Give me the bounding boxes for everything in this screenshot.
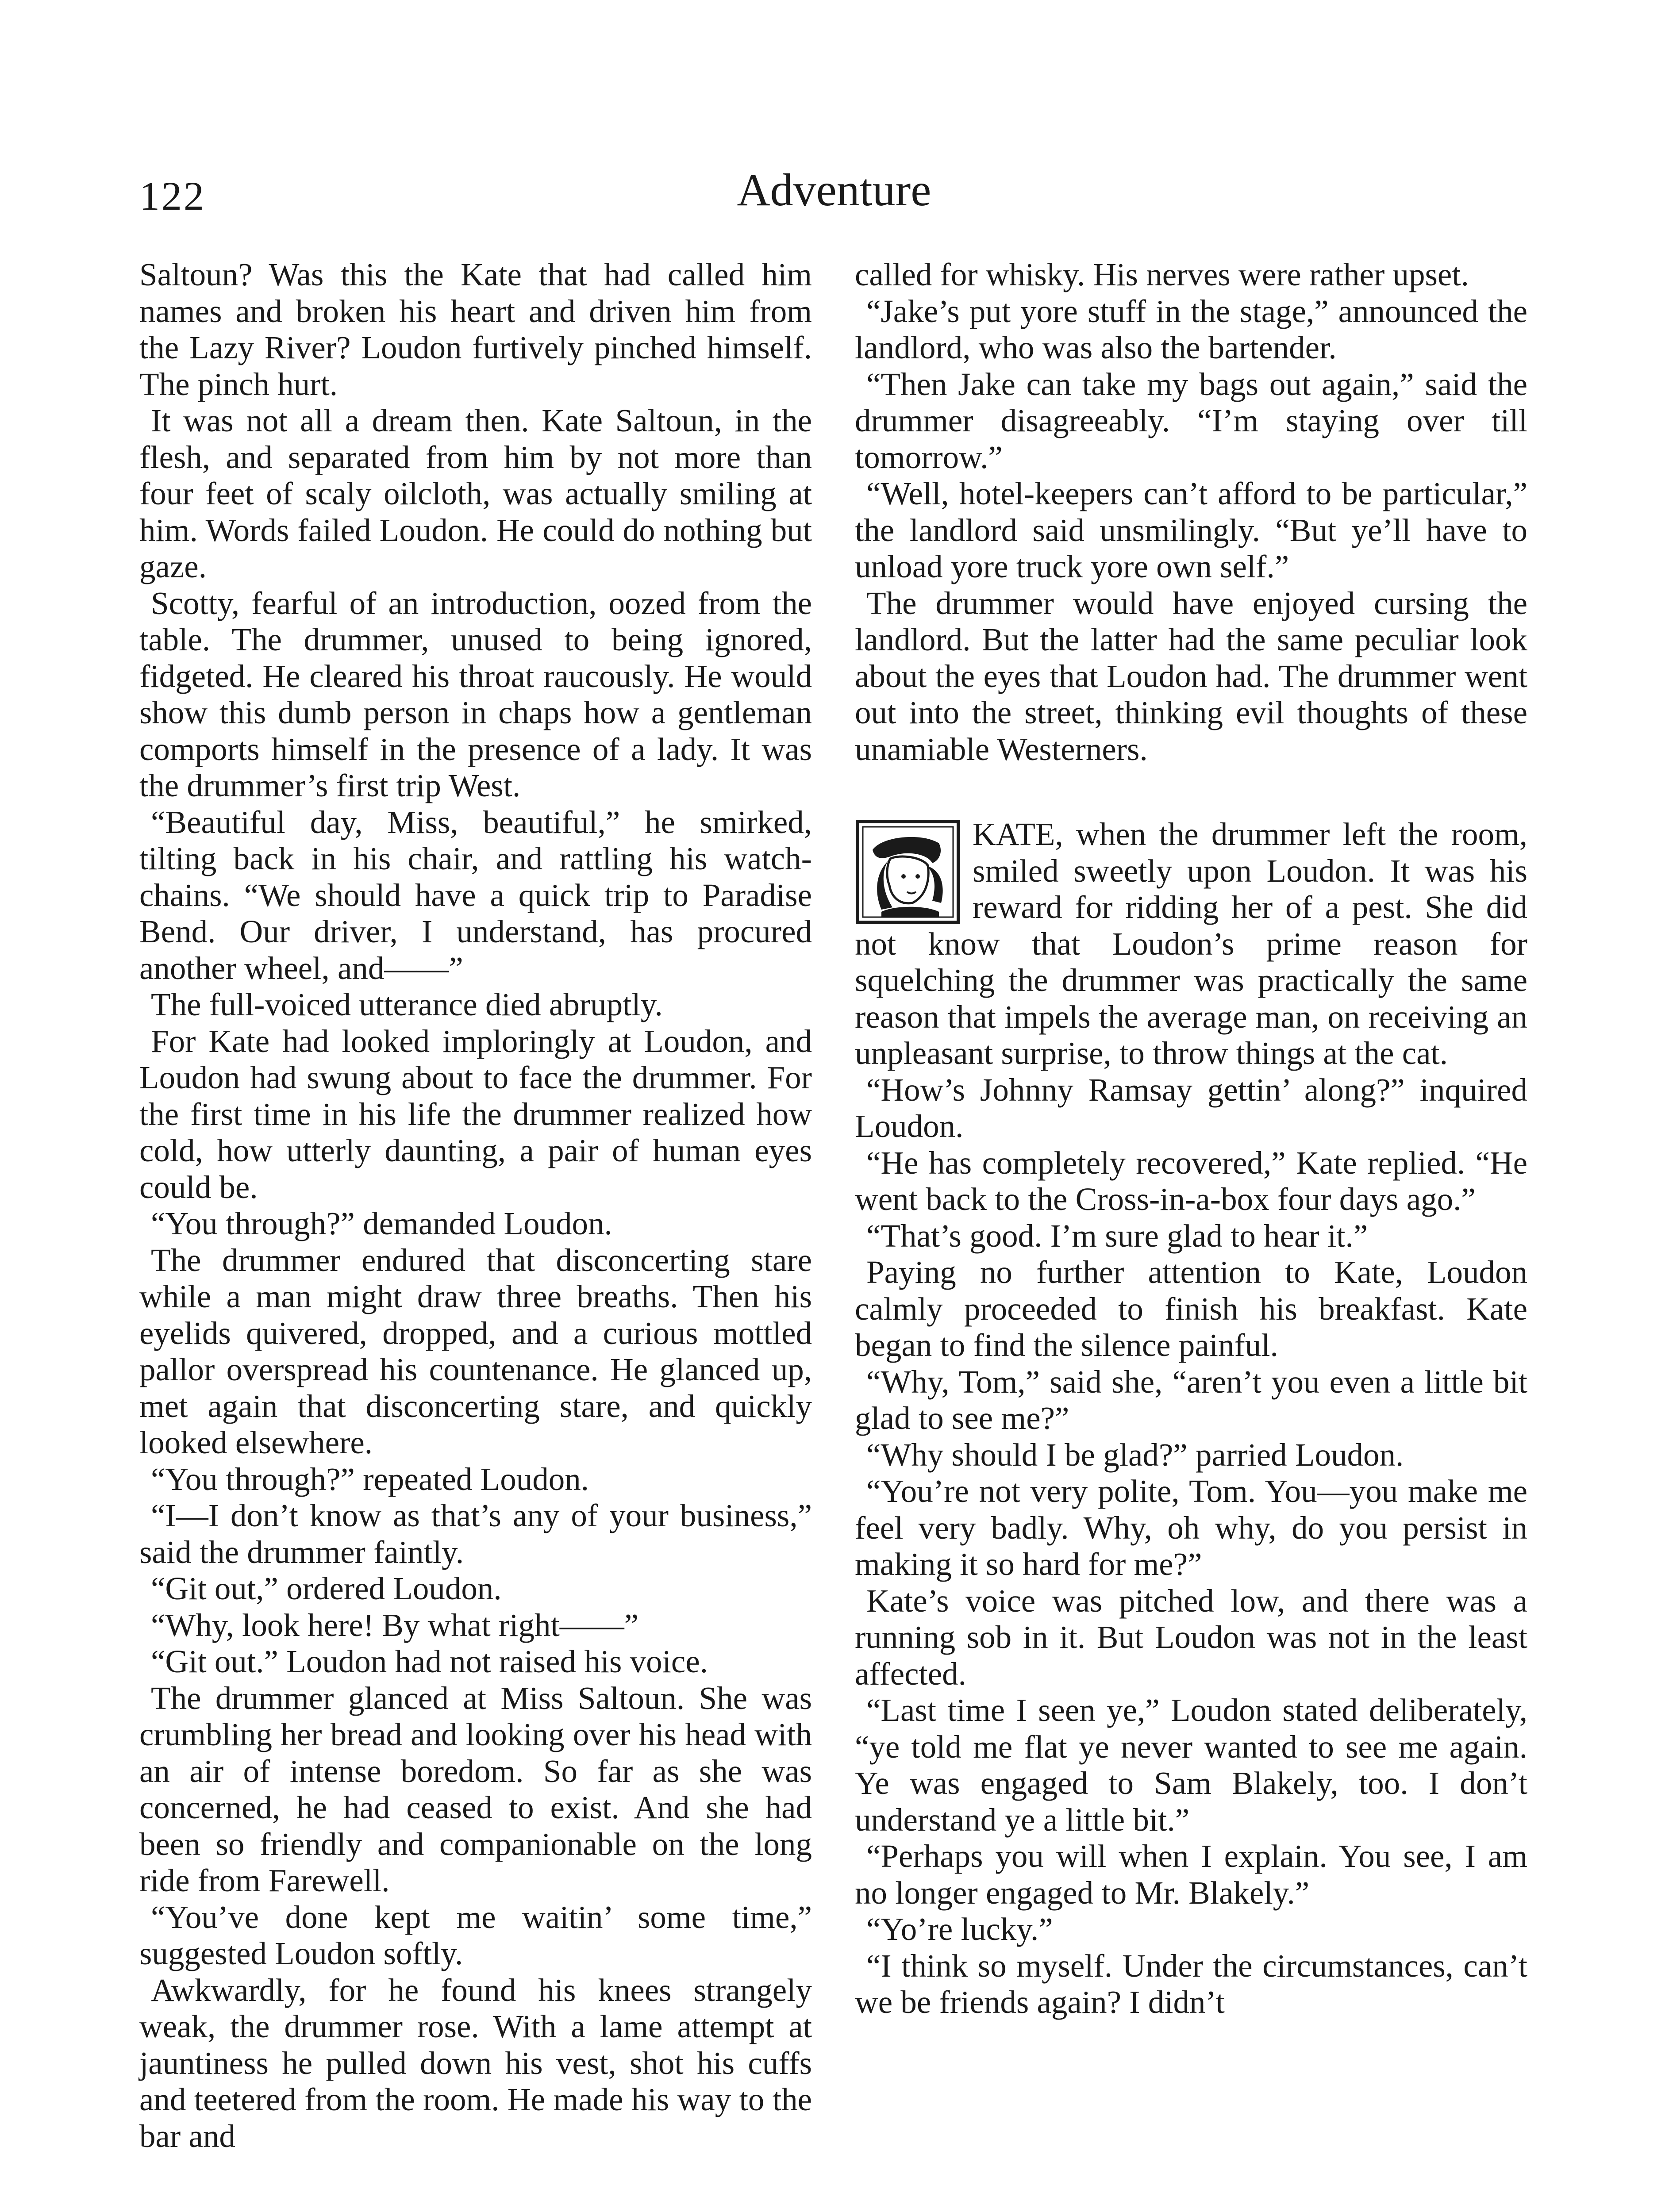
paragraph: “I—I don’t know as that’s any of your business,” said the drummer faintly. — [139, 1498, 812, 1570]
paragraph: Scotty, fearful of an introduction, oozed from the table. The drummer, unused to being ignored, fidgeted. He cleared his throat raucously. He would show this dumb person in chaps how a gentleman comports himself in the presence of a lady. It was the drummer’s first trip West. — [139, 585, 812, 803]
paragraph: called for whisky. His nerves were rather upset. — [855, 257, 1469, 292]
paragraph: It was not all a dream then. Kate Saltoun, in the flesh, and separated from him by not more than four feet of scaly oilcloth, was actually smiling at him. Words failed Loudon. He could do nothing but gaze. — [139, 403, 812, 584]
paragraph: Awkwardly, for he found his knees strangely weak, the drummer rose. With a lame attempt at jauntiness he pulled down his vest, shot his cuffs and teetered from the room. He made his way to the bar and — [139, 1972, 812, 2154]
paragraph: “That’s good. I’m sure glad to hear it.” — [866, 1217, 1368, 1254]
paragraph: “Why, Tom,” said she, “aren’t you even a little bit glad to see me?” — [855, 1363, 1527, 1436]
paragraph: “Last time I seen ye,” Loudon stated deliberately, “ye told me flat ye never wanted to see me again. Ye was engaged to Sam Blakely, too. I don’t understand ye a little bit.” — [855, 1692, 1527, 1838]
page-header — [139, 164, 1529, 230]
paragraph: “I think so myself. Under the circumstances, can’t we be friends again? I didn’t — [855, 1947, 1527, 2020]
paragraph: “How’s Johnny Ramsay gettin’ along?” inquired Loudon. — [855, 1071, 1527, 1144]
paragraph: “You’re not very polite, Tom. You—you make me feel very badly. Why, oh why, do you persist in making it so hard for me?” — [855, 1473, 1527, 1582]
paragraph: The drummer glanced at Miss Saltoun. She was crumbling her bread and looking over his head with an air of intense boredom. So far as she was concerned, he had ceased to exist. And she had been so friendly and companionable on the long ride from Farewell. — [139, 1680, 812, 1898]
page-number: 122 — [139, 173, 206, 219]
paragraph: Paying no further attention to Kate, Loudon calmly proceeded to finish his breakfast. Kate began to find the silence painful. — [855, 1254, 1527, 1363]
paragraph: “Git out,” ordered Loudon. — [151, 1571, 502, 1606]
paragraph: For Kate had looked imploringly at Loudon, and Loudon had swung about to face the drummer. For the first time in his life the drummer realized how cold, how utterly daunting, a pair of human eyes could be. — [139, 1023, 812, 1205]
section-opening-paragraph — [855, 816, 1527, 1072]
paragraph: “Git out.” Loudon had not raised his voice. — [151, 1644, 708, 1679]
paragraph: “You through?” demanded Loudon. — [151, 1206, 612, 1241]
paragraph: “Yo’re lucky.” — [866, 1911, 1053, 1947]
woman-portrait-icon — [855, 819, 961, 925]
paragraph: Kate’s voice was pitched low, and there was a running sob in it. But Loudon was not in the least affected. — [855, 1582, 1527, 1692]
left-column — [139, 257, 812, 2154]
paragraph: “Well, hotel-keepers can’t afford to be particular,” the landlord said unsmilingly. “But ye’ll have to unload yore truck yore own self.” — [855, 476, 1527, 584]
paragraph: The drummer would have enjoyed cursing the landlord. But the latter had the same peculiar look about the eyes that Loudon had. The drummer went out into the street, thinking evil thoughts of these unamiable Westerners. — [855, 585, 1527, 767]
paragraph-text: KATE, when the drummer left the room, smiled sweetly upon Loudon. It was his reward for ridding her of a pest. She did not know that Loudon’s prime reason for squelching the drummer was practically the same reason that impels the average man, on receiving an unpleasant surprise, to throw things at the cat. — [855, 816, 1527, 1071]
paragraph: “Perhaps you will when I explain. You see, I am no longer engaged to Mr. Blakely.” — [855, 1838, 1527, 1911]
paragraph: “Jake’s put yore stuff in the stage,” announced the landlord, who was also the bartender. — [855, 293, 1527, 365]
running-title: Adventure — [737, 165, 931, 215]
right-column — [855, 257, 1527, 2021]
paragraph: “You through?” repeated Loudon. — [151, 1461, 589, 1497]
paragraph: “He has completely recovered,” Kate replied. “He went back to the Cross-in-a-box four days ago.” — [855, 1144, 1527, 1217]
paragraph: The drummer endured that disconcerting stare while a man might draw three breaths. Then his eyelids quivered, dropped, and a curious mottled pallor overspread his countenance. He glanced up, met again that disconcerting stare, and quickly looked elsewhere. — [139, 1242, 812, 1460]
paragraph: Saltoun? Was this the Kate that had called him names and broken his heart and driven him from the Lazy River? Loudon furtively pinched himself. The pinch hurt. — [139, 257, 812, 402]
paragraph: “Beautiful day, Miss, beautiful,” he smirked, tilting back in his chair, and rattling his watch-chains. “We should have a quick trip to Paradise Bend. Our driver, I understand, has procured another wheel, and——” — [139, 804, 812, 986]
paragraph: “Why, look here! By what right——” — [151, 1607, 639, 1643]
paragraph: “Then Jake can take my bags out again,” said the drummer disagreeably. “I’m staying over till tomorrow.” — [855, 366, 1527, 475]
paragraph: “You’ve done kept me waitin’ some time,” suggested Loudon softly. — [139, 1899, 812, 1971]
paragraph: The full-voiced utterance died abruptly. — [151, 987, 663, 1022]
paragraph: “Why should I be glad?” parried Loudon. — [866, 1436, 1404, 1473]
